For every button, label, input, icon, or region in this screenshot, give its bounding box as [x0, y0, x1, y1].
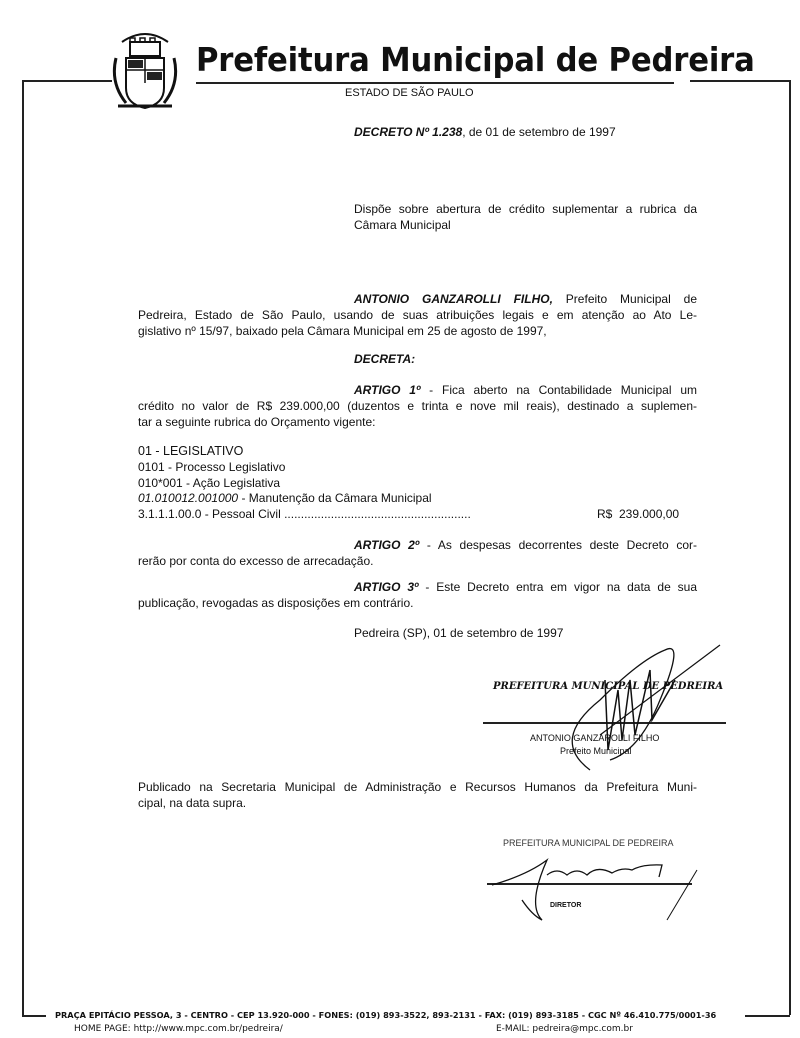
preamble-line-1 [354, 291, 697, 307]
budget-line-2: 0101 - Processo Legislativo [138, 460, 286, 474]
preamble-line-3: gislativo nº 15/97, baixado pela Câmara Municipal em 25 de agosto de 1997, [138, 324, 547, 338]
department-stamp: PREFEITURA MUNICIPAL DE PEDREIRA [503, 838, 674, 848]
article-3-line-1 [354, 579, 697, 595]
municipal-crest-logo [108, 28, 182, 120]
preamble-text: Prefeito Municipal de [552, 292, 697, 306]
frame-top-left [22, 80, 112, 82]
summary-line-2: Câmara Municipal [354, 218, 451, 232]
decree-number: DECRETO Nº 1.238 [354, 125, 463, 139]
footer-email: E-MAIL: pedreira@mpc.com.br [496, 1024, 633, 1034]
article-2-line-1 [354, 537, 697, 553]
budget-line-3: 010*001 - Ação Legislativa [138, 476, 281, 490]
director-handwritten-signature [487, 845, 702, 928]
article-3-line-2: publicação, revogadas as disposições em contrário. [138, 596, 414, 610]
decree-date: , de 01 de setembro de 1997 [462, 125, 616, 139]
article-2-text: - As despesas decorrentes deste Decreto cor- [419, 538, 698, 552]
decreta-heading: DECRETA: [354, 352, 416, 366]
decree-heading [354, 124, 616, 140]
page-title: Prefeitura Municipal de Pedreira [196, 40, 755, 79]
summary-line-1: Dispõe sobre abertura de crédito suplementar a rubrica da [354, 202, 697, 216]
publication-line-2: cipal, na data supra. [138, 796, 247, 810]
budget-amount: R$ 239.000,00 [597, 507, 680, 521]
article-1-line-3: tar a seguinte rubrica do Orçamento vigente: [138, 415, 376, 429]
budget-line-1: 01 - LEGISLATIVO [138, 444, 244, 458]
mayor-signature-name: ANTONIO GANZAROLLI FILHO [530, 733, 660, 743]
budget-line-4 [138, 490, 432, 506]
budget-desc: - Manutenção da Câmara Municipal [238, 491, 432, 505]
place-date: Pedreira (SP), 01 de setembro de 1997 [354, 626, 564, 640]
publication-line-1: Publicado na Secretaria Municipal de Administração e Recursos Humanos da Prefeitura Muni- [138, 780, 697, 794]
article-2-label: ARTIGO 2º [354, 538, 420, 552]
frame-left [22, 80, 24, 1015]
footer-homepage: HOME PAGE: http://www.mpc.com.br/pedreira/ [74, 1024, 283, 1034]
director-role: DIRETOR [550, 902, 582, 909]
title-underline [196, 82, 674, 84]
preamble-line-2: Pedreira, Estado de São Paulo, usando de suas atribuições legais e em atenção ao Ato Le- [138, 308, 697, 322]
article-2-line-2: rerão por conta do excesso de arrecadação. [138, 554, 374, 568]
frame-top-right [690, 80, 790, 82]
mayor-name: ANTONIO GANZAROLLI FILHO, [354, 292, 553, 306]
article-1-line-1 [354, 382, 697, 398]
frame-bottom-right [745, 1015, 790, 1017]
article-1-label: ARTIGO 1º [354, 383, 421, 397]
frame-right [789, 80, 791, 1015]
article-1-text: - Fica aberto na Contabilidade Municipal um [420, 383, 697, 397]
article-3-label: ARTIGO 3º [354, 580, 419, 594]
mayor-handwritten-signature [490, 640, 730, 778]
mayor-signature-role: Prefeito Municipal [560, 746, 632, 756]
budget-code: 01.010012.001000 [138, 491, 239, 505]
footer-address: PRAÇA EPITÁCIO PESSOA, 3 - CENTRO - CEP 13.920-000 - FONES: (019) 893-3522, 893-2131 - FAX: (019) 893-3185 - CGC Nº 46.410.775/0001-36 [55, 1010, 717, 1020]
article-3-text: - Este Decreto entra em vigor na data de sua [418, 580, 697, 594]
article-1-line-2: crédito no valor de R$ 239.000,00 (duzentos e trinta e nove mil reais), destinado a suplemen- [138, 399, 697, 413]
mayor-stamp: PREFEITURA MUNICIPAL DE PEDREIRA [493, 681, 724, 692]
state-subtitle: ESTADO DE SÃO PAULO [345, 87, 474, 99]
budget-line-5: 3.1.1.1.00.0 - Pessoal Civil ........................................................ [138, 507, 471, 521]
frame-bottom-left [22, 1015, 46, 1017]
